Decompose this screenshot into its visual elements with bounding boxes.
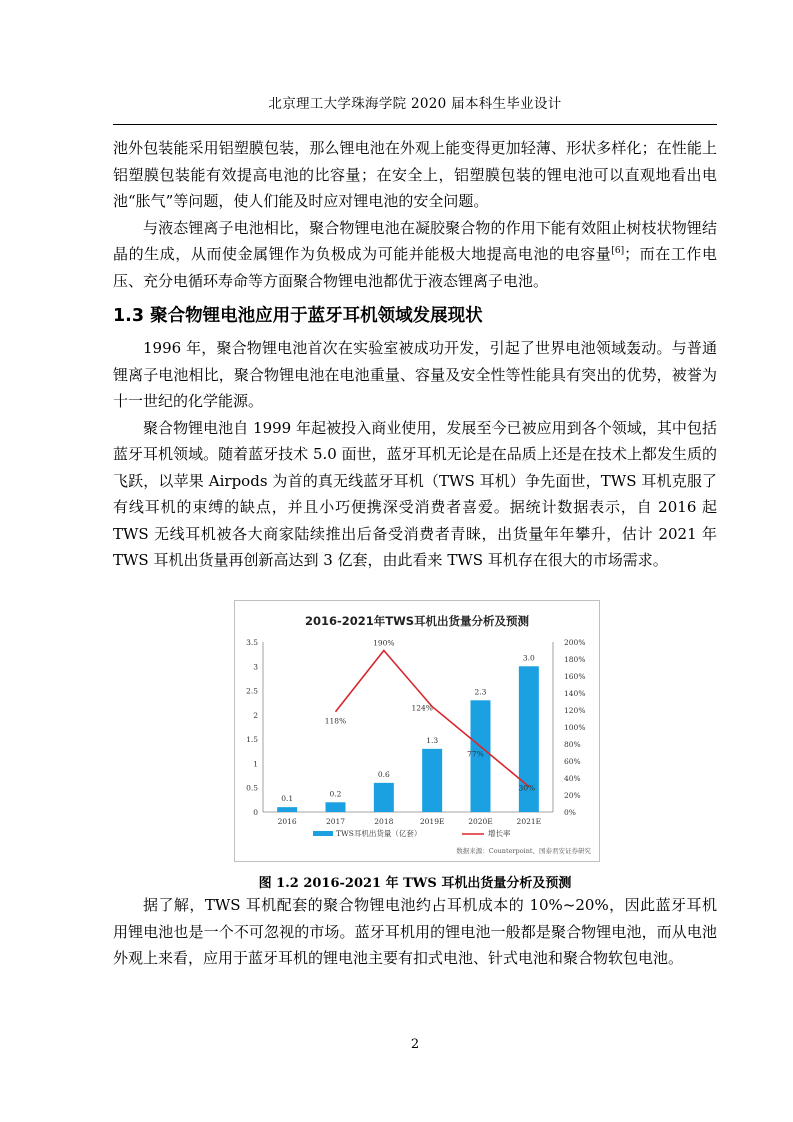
growth-label-2020E: 77% — [467, 749, 484, 759]
bar-2018 — [374, 783, 394, 812]
y-left-tick-label: 0.5 — [246, 783, 258, 793]
x-tick-label: 2021E — [516, 817, 542, 826]
legend-bar-label: TWS耳机出货量（亿套） — [336, 829, 422, 838]
bar-label-2020E: 2.3 — [474, 687, 487, 697]
middle-text-block — [113, 335, 717, 574]
section-heading: 1.3 聚合物锂电池应用于蓝牙耳机领域发展现状 — [113, 306, 483, 326]
growth-label-2021E: 30% — [518, 783, 536, 793]
growth-label-2018: 190% — [373, 638, 395, 648]
chart-title: 2016-2021年TWS耳机出货量分析及预测 — [304, 614, 530, 628]
paragraph-3: 1996 年，聚合物锂电池首次在实验室被成功开发，引起了世界电池领域轰动。与普通锂离子电池相比，聚合物锂电池在电池重量、容量及安全性等性能具有突出的优势，被誉为十一世纪的化学能源。 — [113, 339, 717, 410]
y-left-tick-label: 1.5 — [246, 735, 258, 745]
bar-label-2019E: 1.3 — [426, 735, 439, 745]
y-right-tick-label: 60% — [564, 757, 581, 766]
growth-label-2019E: 124% — [411, 703, 433, 713]
paragraph-2-text: 与液态锂离子电池相比，聚合物锂电池在凝胶聚合物的作用下能有效阻止树枝状物锂结晶的生成，从而使金属锂作为负极成为可能并能极大地提高电池的电容量 — [113, 218, 717, 263]
y-right-tick-label: 140% — [564, 689, 586, 698]
y-right-tick-label: 0% — [564, 808, 576, 817]
top-text-block — [113, 135, 717, 294]
paragraph-4: 聚合物锂电池自 1999 年起被投入商业使用，发展至今已被应用到各个领域，其中包括蓝牙耳机领域。随着蓝牙技术 5.0 面世，蓝牙耳机无论是在品质上还是在技术上都发生质的飞跃，以苹果 Airpods 为首的真无线蓝牙耳机（TWS 耳机）争先面世，TWS 耳机克服了有线耳机的束缚的缺点，并且小巧便携深受消费者喜爱。据统计数据表示，自 2016 起 TWS 无线耳机被各大商家陆续推出后备受消费者青睐，出货量年年攀升，估计 2021 年 TWS 耳机出货量再创新高达到 3 亿套，由此看来 TWS 耳机存在很大的市场需求。 — [113, 418, 717, 569]
bar-label-2017: 0.2 — [329, 789, 342, 799]
chart-svg — [235, 601, 599, 861]
bar-2017 — [326, 802, 346, 812]
growth-label-2017: 118% — [324, 716, 347, 726]
bar-label-2021E: 3.0 — [522, 653, 535, 663]
paragraph-5: 据了解，TWS 耳机配套的聚合物锂电池约占耳机成本的 10%~20%，因此蓝牙耳机用锂电池也是一个不可忽视的市场。蓝牙耳机用的锂电池一般都是聚合物锂电池，而从电池外观上来看，应用于蓝牙耳机的锂电池主要有扣式电池、针式电池和聚合物软包电池。 — [113, 896, 717, 967]
y-right-tick-label: 80% — [564, 740, 581, 749]
y-right-tick-label: 180% — [564, 655, 586, 664]
y-right-tick-label: 160% — [564, 672, 586, 681]
y-right-tick-label: 200% — [564, 638, 586, 647]
legend-line-label: 增长率 — [488, 829, 511, 838]
y-right-tick-label: 40% — [564, 774, 581, 783]
y-right-tick-label: 120% — [564, 706, 586, 715]
x-tick-label: 2019E — [419, 817, 445, 826]
citation-6: [6] — [611, 246, 625, 256]
x-tick-label: 2018 — [374, 817, 394, 826]
y-left-tick-label: 2.5 — [246, 686, 258, 696]
y-left-tick-label: 2 — [253, 710, 258, 720]
y-left-tick-label: 0 — [253, 808, 258, 817]
bar-2019E — [422, 749, 442, 812]
bar-2016 — [277, 807, 297, 812]
tws-chart — [234, 600, 600, 862]
y-left-tick-label: 1 — [253, 759, 258, 769]
page-header: 北京理工大学珠海学院 2020 届本科生毕业设计 — [268, 96, 562, 112]
header-divider — [113, 124, 717, 125]
bottom-text-block — [113, 892, 717, 972]
figure-caption: 图 1.2 2016-2021 年 TWS 耳机出货量分析及预测 — [258, 876, 572, 891]
x-tick-label: 2016 — [277, 817, 297, 826]
y-right-tick-label: 20% — [564, 791, 581, 800]
paragraph-1: 池外包装能采用铝塑膜包装，那么锂电池在外观上能变得更加轻薄、形状多样化；在性能上铝塑膜包装能有效提高电池的比容量；在安全上，铝塑膜包装的锂电池可以直观地看出电池“胀气”等问题，使人们能及时应对锂电池的安全问题。 — [113, 139, 717, 210]
chart-source: 数据来源：Counterpoint、国泰君安证券研究 — [456, 847, 591, 855]
y-left-tick-label: 3 — [253, 662, 258, 672]
y-right-tick-label: 100% — [564, 723, 586, 732]
x-tick-label: 2017 — [325, 817, 346, 826]
legend-bar-swatch — [313, 831, 333, 836]
x-tick-label: 2020E — [468, 817, 493, 826]
y-left-tick-label: 3.5 — [246, 638, 258, 647]
paragraph-2-tail: ；而在工作电压、充分电循环寿命等方面聚合物锂电池都优于液态锂离子电池。 — [113, 245, 717, 290]
bar-label-2018: 0.6 — [377, 769, 390, 779]
page-number: 2 — [410, 1037, 420, 1052]
bar-label-2016: 0.1 — [281, 794, 294, 804]
paragraph-2 — [113, 215, 717, 295]
